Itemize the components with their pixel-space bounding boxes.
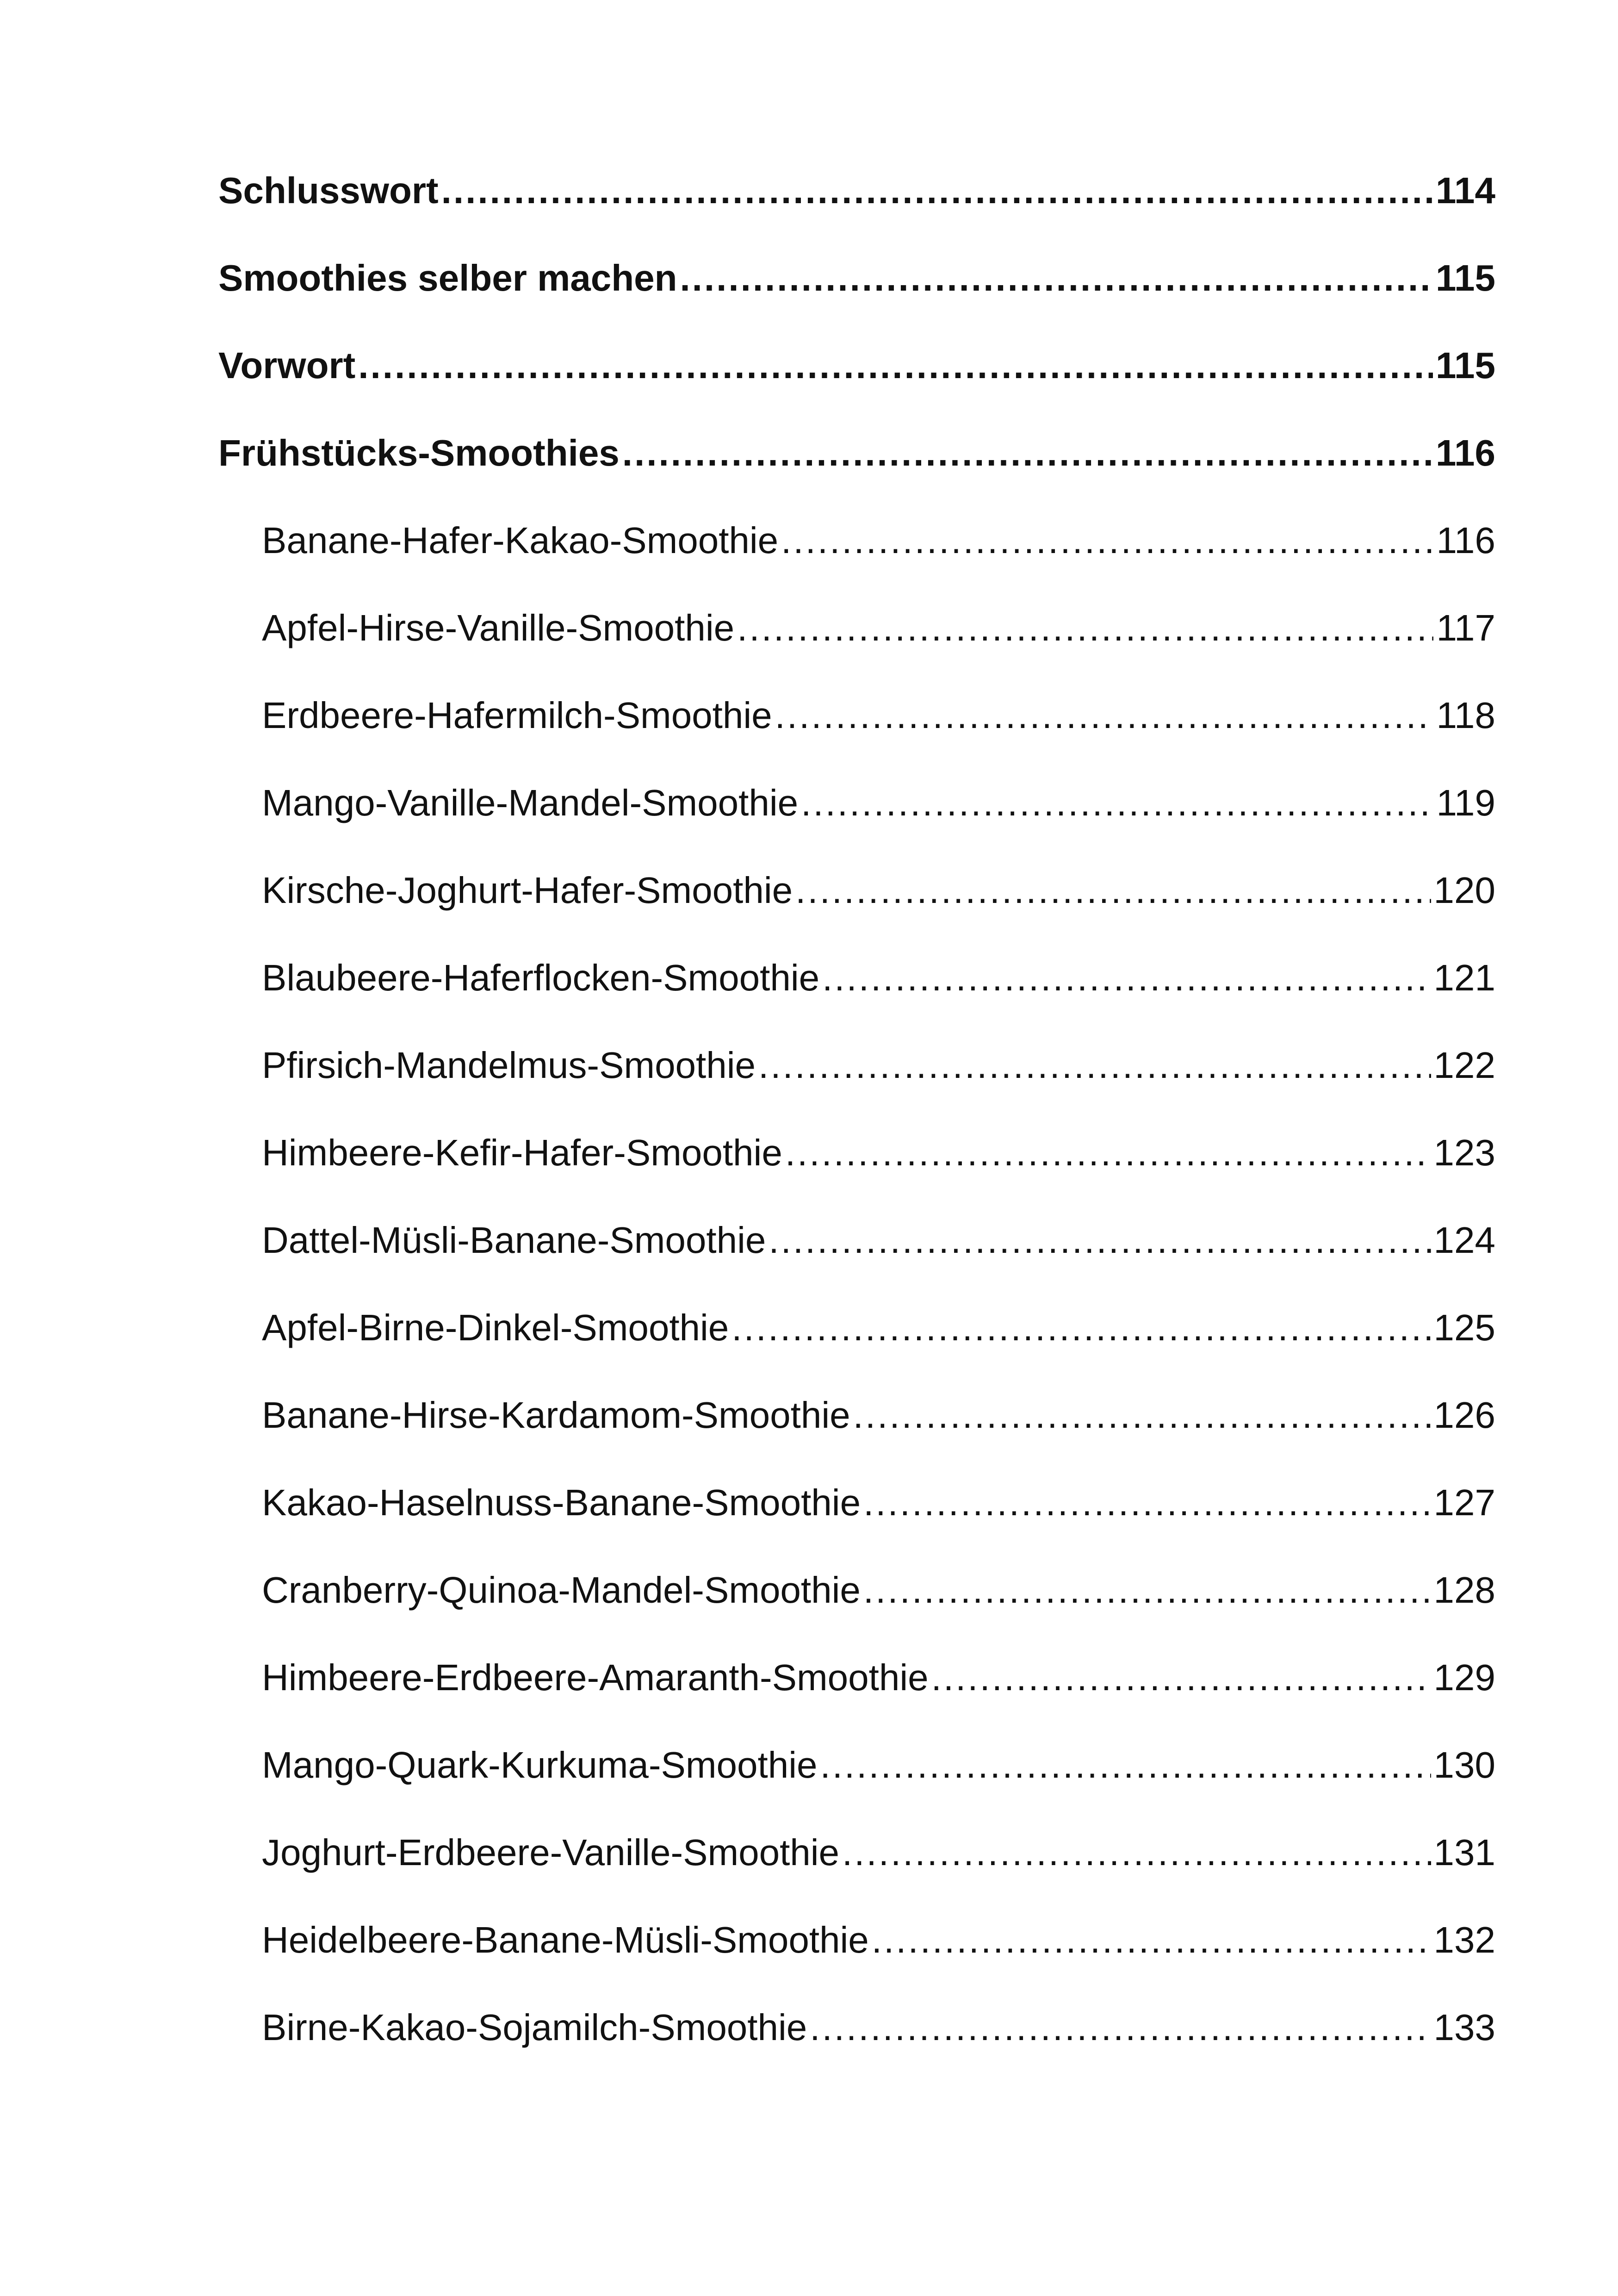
toc-dot-leader xyxy=(801,780,1433,826)
toc-entry-page: 118 xyxy=(1436,695,1495,736)
toc-entry[interactable] xyxy=(218,168,1495,214)
toc-entry-title: Blaubeere-Haferflocken-Smoothie xyxy=(262,957,820,998)
toc-dot-leader xyxy=(775,692,1434,739)
toc-entry-title: Kirsche-Joghurt-Hafer-Smoothie xyxy=(262,870,793,911)
toc-entry-title: Kakao-Haselnuss-Banane-Smoothie xyxy=(262,1482,861,1523)
toc-dot-leader xyxy=(781,517,1433,564)
toc-entry[interactable] xyxy=(262,692,1495,739)
toc-entry-title: Dattel-Müsli-Banane-Smoothie xyxy=(262,1220,766,1261)
toc-dot-leader xyxy=(680,255,1432,301)
toc-entry[interactable] xyxy=(262,1130,1495,1176)
toc-entry[interactable] xyxy=(262,1655,1495,1701)
toc-entry-page: 128 xyxy=(1433,1569,1495,1611)
toc-entry[interactable] xyxy=(262,955,1495,1001)
toc-dot-leader xyxy=(842,1829,1431,1876)
toc-entry[interactable] xyxy=(262,517,1495,564)
toc-entry-page: 122 xyxy=(1433,1045,1495,1086)
toc-entry-title: Vorwort xyxy=(218,345,356,386)
toc-dot-leader xyxy=(758,1042,1431,1089)
toc-entry-page: 120 xyxy=(1433,870,1495,911)
toc-entry-page: 119 xyxy=(1436,782,1495,823)
toc-entry[interactable] xyxy=(262,605,1495,651)
toc-dot-leader xyxy=(853,1392,1431,1438)
toc-dot-leader xyxy=(737,605,1433,651)
toc-entry[interactable] xyxy=(262,1217,1495,1263)
toc-entry-page: 116 xyxy=(1435,432,1495,473)
toc-entry-page: 124 xyxy=(1433,1220,1495,1261)
toc-entry-page: 126 xyxy=(1433,1394,1495,1436)
toc-entry-title: Apfel-Birne-Dinkel-Smoothie xyxy=(262,1307,729,1348)
toc-entry-title: Mango-Vanille-Mandel-Smoothie xyxy=(262,782,799,823)
toc-dot-leader xyxy=(820,1742,1431,1788)
toc-entry-page: 114 xyxy=(1435,170,1495,211)
toc-dot-leader xyxy=(810,2004,1431,2051)
toc-entry[interactable] xyxy=(262,1567,1495,1613)
toc-dot-leader xyxy=(872,1917,1431,1963)
toc-dot-leader xyxy=(863,1567,1431,1613)
toc-entry[interactable] xyxy=(262,1392,1495,1438)
toc-entry-page: 131 xyxy=(1433,1832,1495,1873)
toc-entry-page: 123 xyxy=(1433,1132,1495,1173)
toc-dot-leader xyxy=(863,1480,1431,1526)
toc-entry-page: 117 xyxy=(1436,607,1495,648)
toc-entry[interactable] xyxy=(218,255,1495,301)
toc-entry-title: Frühstücks-Smoothies xyxy=(218,432,620,473)
toc-entry[interactable] xyxy=(262,1042,1495,1089)
toc-entry-page: 121 xyxy=(1433,957,1495,998)
toc-entry-page: 125 xyxy=(1433,1307,1495,1348)
toc-entry[interactable] xyxy=(218,342,1495,389)
toc-entry-title: Banane-Hirse-Kardamom-Smoothie xyxy=(262,1394,850,1436)
toc-entry-title: Birne-Kakao-Sojamilch-Smoothie xyxy=(262,2007,807,2048)
toc-entry-title: Cranberry-Quinoa-Mandel-Smoothie xyxy=(262,1569,861,1611)
toc-dot-leader xyxy=(822,955,1431,1001)
toc-entry[interactable] xyxy=(262,1917,1495,1963)
toc-dot-leader xyxy=(732,1305,1431,1351)
toc-entry[interactable] xyxy=(262,1305,1495,1351)
toc-entry-title: Himbeere-Erdbeere-Amaranth-Smoothie xyxy=(262,1657,929,1698)
toc-entry-page: 129 xyxy=(1433,1657,1495,1698)
toc-entry[interactable] xyxy=(218,430,1495,476)
toc-entry-title: Himbeere-Kefir-Hafer-Smoothie xyxy=(262,1132,782,1173)
toc-entry-page: 116 xyxy=(1436,520,1495,561)
toc-entry-page: 132 xyxy=(1433,1919,1495,1960)
toc-dot-leader xyxy=(769,1217,1431,1263)
toc-entry-title: Pfirsich-Mandelmus-Smoothie xyxy=(262,1045,756,1086)
toc-entry-page: 127 xyxy=(1433,1482,1495,1523)
toc-entry-title: Apfel-Hirse-Vanille-Smoothie xyxy=(262,607,735,648)
toc-dot-leader xyxy=(931,1655,1431,1701)
toc-entry-page: 115 xyxy=(1435,257,1495,299)
toc-entry-title: Schlusswort xyxy=(218,170,439,211)
toc-entry-title: Heidelbeere-Banane-Müsli-Smoothie xyxy=(262,1919,869,1960)
toc-entry[interactable] xyxy=(262,1742,1495,1788)
toc-entry-title: Erdbeere-Hafermilch-Smoothie xyxy=(262,695,772,736)
toc-entry-page: 130 xyxy=(1433,1744,1495,1786)
toc-entry-title: Smoothies selber machen xyxy=(218,257,677,299)
toc-entry[interactable] xyxy=(262,1480,1495,1526)
toc-entry-title: Banane-Hafer-Kakao-Smoothie xyxy=(262,520,779,561)
toc-entry[interactable] xyxy=(262,1829,1495,1876)
toc-dot-leader xyxy=(358,342,1433,389)
toc-entry-title: Joghurt-Erdbeere-Vanille-Smoothie xyxy=(262,1832,840,1873)
toc-entry[interactable] xyxy=(262,2004,1495,2051)
toc-entry-page: 115 xyxy=(1435,345,1495,386)
toc-entry[interactable] xyxy=(262,867,1495,914)
toc-entry-title: Mango-Quark-Kurkuma-Smoothie xyxy=(262,1744,818,1786)
toc-dot-leader xyxy=(622,430,1433,476)
toc-dot-leader xyxy=(785,1130,1431,1176)
toc-dot-leader xyxy=(795,867,1431,914)
toc-entry[interactable] xyxy=(262,780,1495,826)
toc-dot-leader xyxy=(441,168,1433,214)
toc-entry-page: 133 xyxy=(1433,2007,1495,2048)
